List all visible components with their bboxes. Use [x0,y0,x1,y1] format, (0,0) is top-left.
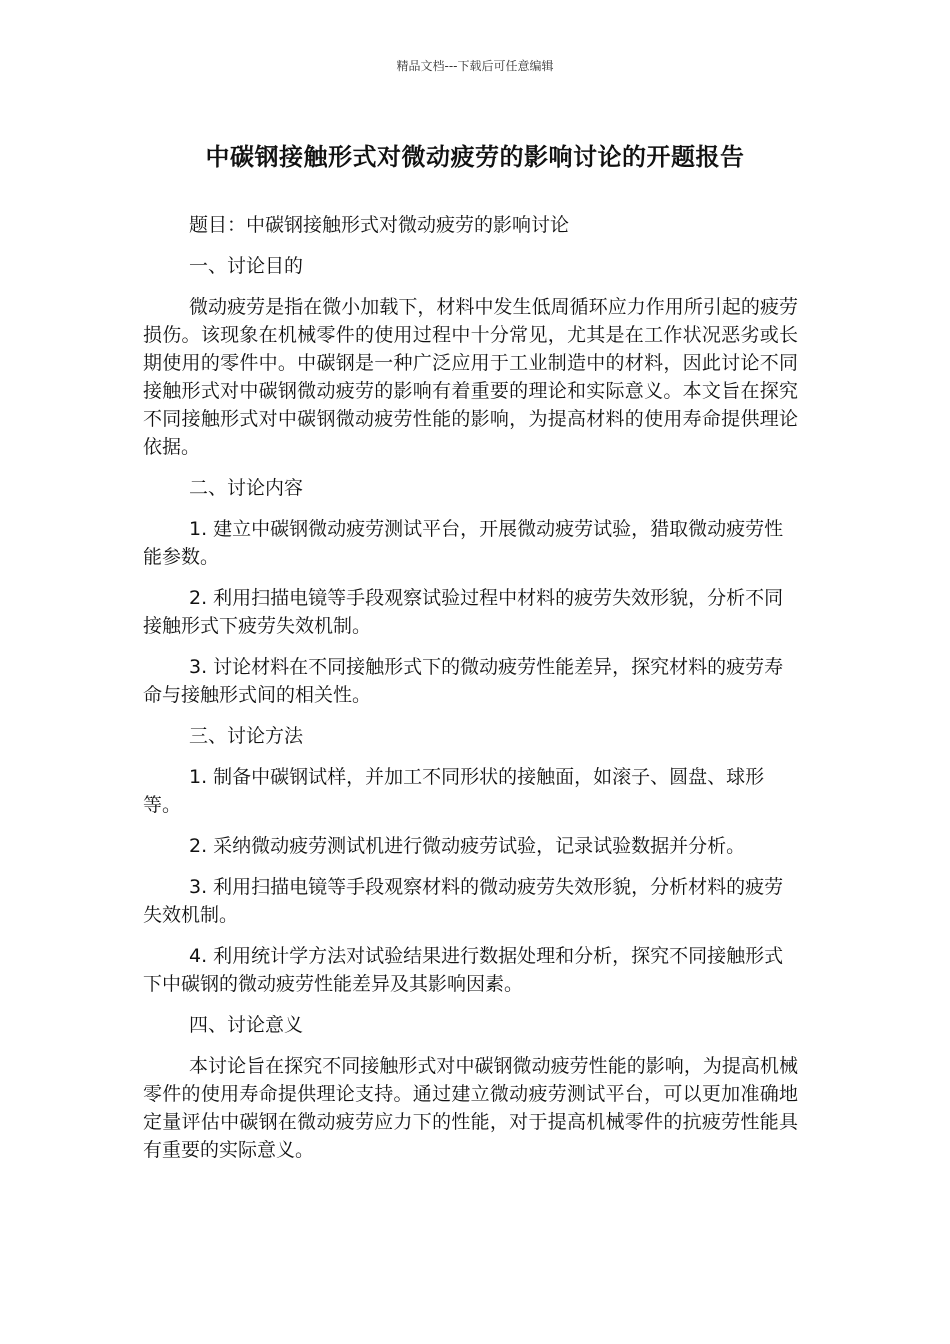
section-heading-purpose: 一、讨论目的 [189,255,304,277]
list-item: 3. 讨论材料在不同接触形式下的微动疲劳性能差异，探究材料的疲劳寿命与接触形式间的相关性。 [143,656,784,706]
list-item: 2. 采纳微动疲劳测试机进行微动疲劳试验，记录试验数据并分析。 [189,835,746,857]
list-item: 1. 制备中碳钢试样，并加工不同形状的接触面，如滚子、圆盘、球形等。 [143,766,765,816]
section-heading-methods: 三、讨论方法 [189,725,304,747]
list-item: 4. 利用统计学方法对试验结果进行数据处理和分析，探究不同接触形式下中碳钢的微动疲劳性能差异及其影响因素。 [143,945,784,995]
section-paragraph: 微动疲劳是指在微小加载下，材料中发生低周循环应力作用所引起的疲劳损伤。该现象在机械零件的使用过程中十分常见，尤其是在工作状况恶劣或长期使用的零件中。中碳钢是一种广泛应用于工业制造中的材料，因此讨论不同接触形式对中碳钢微动疲劳的影响有着重要的理论和实际意义。本文旨在探究不同接触形式对中碳钢微动疲劳性能的影响，为提高材料的使用寿命提供理论依据。 [143,296,798,458]
section-heading-significance: 四、讨论意义 [189,1014,304,1036]
section-paragraph: 本讨论旨在探究不同接触形式对中碳钢微动疲劳性能的影响，为提高机械零件的使用寿命提供理论支持。通过建立微动疲劳测试平台，可以更加准确地定量评估中碳钢在微动疲劳应力下的性能，对于提高机械零件的抗疲劳性能具有重要的实际意义。 [143,1055,798,1161]
header-note: 精品文档---下载后可任意编辑 [396,59,554,73]
section-heading-content: 二、讨论内容 [189,477,304,499]
list-item: 1. 建立中碳钢微动疲劳测试平台，开展微动疲劳试验，猎取微动疲劳性能参数。 [143,518,784,568]
list-item: 3. 利用扫描电镜等手段观察材料的微动疲劳失效形貌，分析材料的疲劳失效机制。 [143,876,784,926]
document-title: 中碳钢接触形式对微动疲劳的影响讨论的开题报告 [205,143,745,171]
list-item: 2. 利用扫描电镜等手段观察试验过程中材料的疲劳失效形貌，分析不同接触形式下疲劳失效机制。 [143,587,784,637]
document-body [143,211,798,1177]
topic-line: 题目：中碳钢接触形式对微动疲劳的影响讨论 [189,214,570,236]
